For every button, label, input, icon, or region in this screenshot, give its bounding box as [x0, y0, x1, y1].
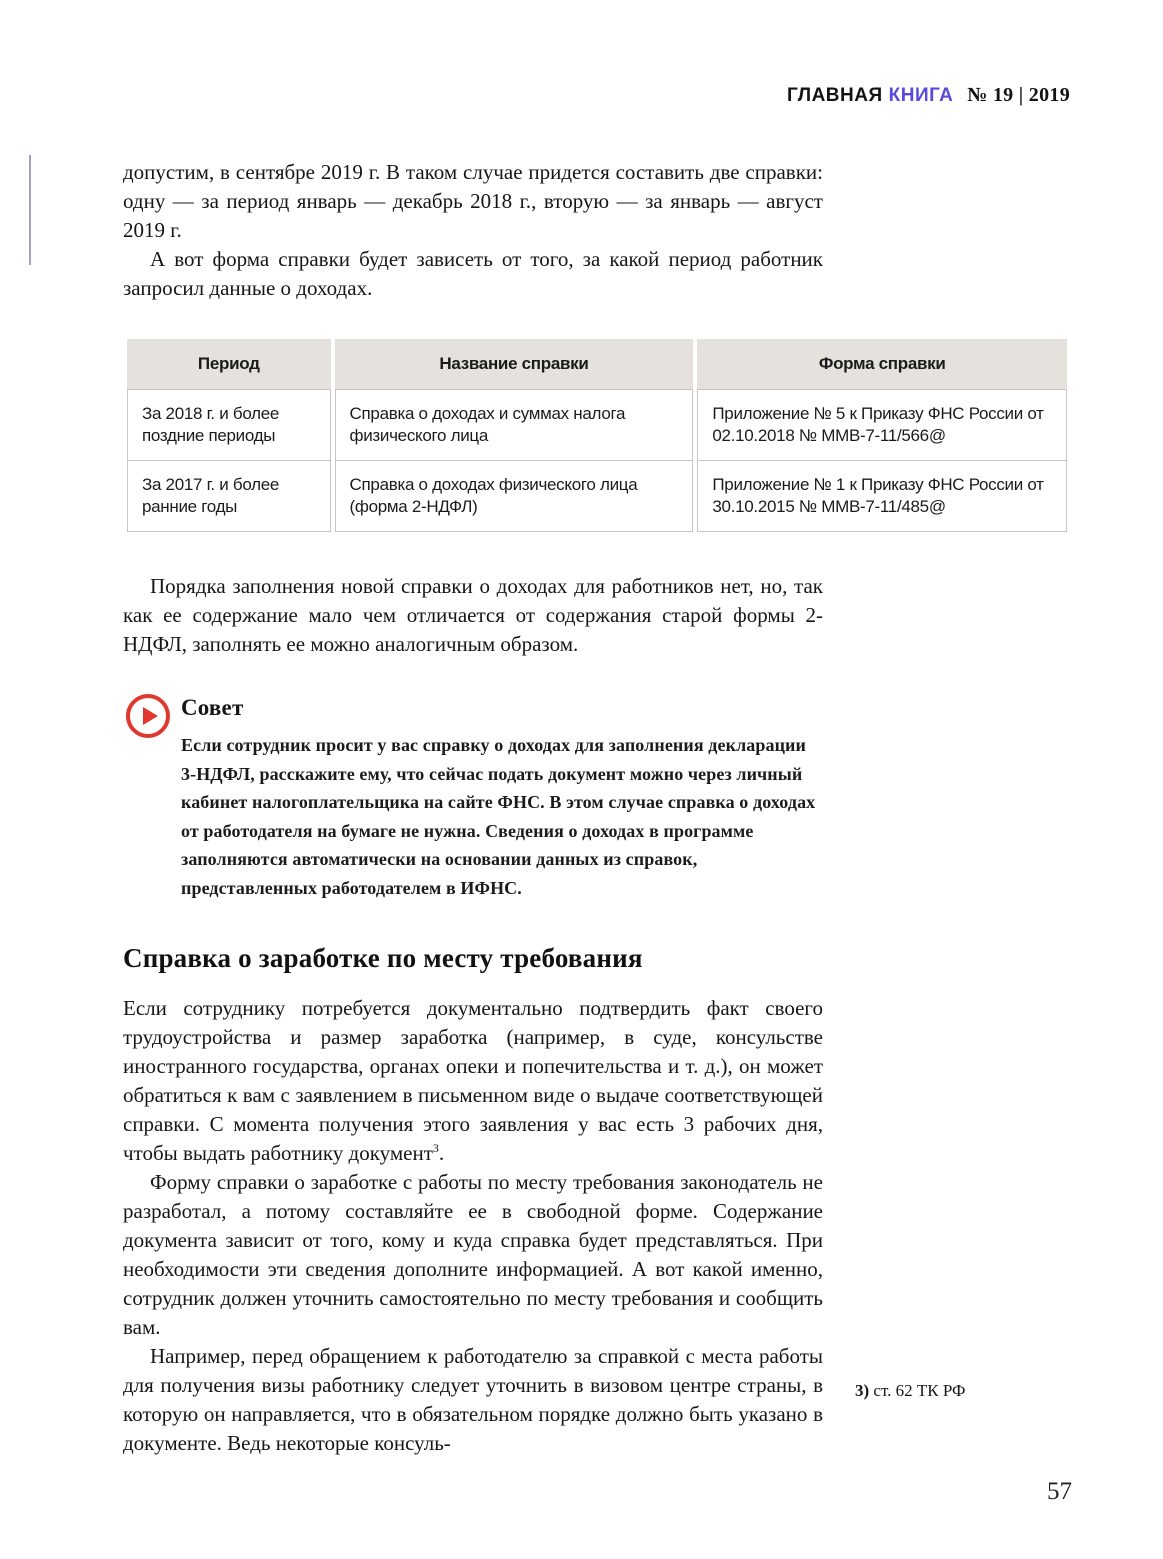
page-number: 57: [1047, 1478, 1072, 1505]
paragraph: [123, 994, 823, 1168]
cell-period: За 2018 г. и более поздние периоды: [127, 389, 331, 460]
footnote-text: ст. 62 ТК РФ: [873, 1381, 966, 1400]
paragraph-text: Если сотруднику потребуется документально подтвердить факт своего трудоустройства и размер заработка (например, в суде, консульстве иностранного государства, органах опеки и попечительства и т. д.), он может обратиться к вам с заявлением в письменном виде о выдаче соответствующей справки. С момента получения этого заявления у вас есть 3 рабочих дня, чтобы выдать работнику документ: [123, 996, 823, 1165]
cell-name: Справка о доходах и суммах налога физического лица: [335, 389, 694, 460]
magazine-masthead: [787, 84, 1070, 107]
cell-form: Приложение № 5 к Приказу ФНС России от 02.10.2018 № ММВ-7-11/566@: [697, 389, 1067, 460]
tip-block: [125, 693, 823, 902]
paragraph: Например, перед обращением к работодателю за справкой с места работы для получения визы работнику следует уточнить в визовом центре страны, в которую он направляется, что в обязательном порядке должно быть указано в документе. Ведь некоторые консуль-: [123, 1344, 823, 1455]
table-header-period: Период: [127, 339, 331, 389]
margin-rule: [29, 155, 31, 265]
table-header-name: Название справки: [335, 339, 694, 389]
reference-table: [123, 339, 1071, 532]
paragraph: А вот форма справки будет зависеть от того, за какой период работник запросил данные о доходах.: [123, 247, 823, 300]
margin-footnote: [855, 1381, 965, 1401]
brand-name: ГЛАВНАЯ: [786, 85, 883, 106]
paragraph: допустим, в сентябре 2019 г. В таком случае придется составить две справки: одну — за период январь — декабрь 2018 г., вторую — за январь — август 2019 г.: [123, 160, 823, 242]
tip-title: Совет: [181, 695, 244, 720]
brand-name-accent: КНИГА: [888, 85, 954, 106]
tip-content: [181, 693, 823, 902]
table-header-form: Форма справки: [697, 339, 1067, 389]
footnote-marker: 3): [855, 1381, 870, 1400]
table-row: [127, 460, 1067, 532]
cell-name: Справка о доходах физического лица (форма 2-НДФЛ): [335, 460, 694, 532]
play-circle-icon: [125, 693, 171, 902]
table-header-row: [127, 339, 1067, 389]
section-heading: Справка о заработке по месту требования: [123, 943, 643, 973]
issue-number: № 19 | 2019: [967, 84, 1070, 106]
paragraph: Форму справки о заработке с работы по месту требования законодатель не разработал, а потому составляйте ее в свободной форме. Содержание документа зависит от того, кому и куда справка будет представляться. При необходимости эти сведения дополните информацией. А вот какой именно, сотрудник должен уточнить самостоятельно по месту требования и сообщить вам.: [123, 1170, 823, 1339]
paragraph: Порядка заполнения новой справки о доходах для работников нет, но, так как ее содержание мало чем отличается от содержания старой формы 2-НДФЛ, заполнять ее можно аналогичным образом.: [123, 574, 823, 656]
footnote-reference-mark: 3: [432, 1141, 439, 1155]
cell-period: За 2017 г. и более ранние годы: [127, 460, 331, 532]
tip-body: Если сотрудник просит у вас справку о доходах для заполнения декларации 3-НДФЛ, расскажите ему, что сейчас подать документ можно через личный кабинет налогоплательщика на сайте ФНС. В этом случае справка о доходах от работодателя на бумаге не нужна. Сведения о доходах в программе заполняются автоматически на основании данных из справок, представленных работодателем в ИФНС.: [181, 735, 816, 898]
cell-form: Приложение № 1 к Приказу ФНС России от 30.10.2015 № ММВ-7-11/485@: [697, 460, 1067, 532]
table-row: [127, 389, 1067, 460]
paragraph-text: .: [438, 1141, 445, 1165]
